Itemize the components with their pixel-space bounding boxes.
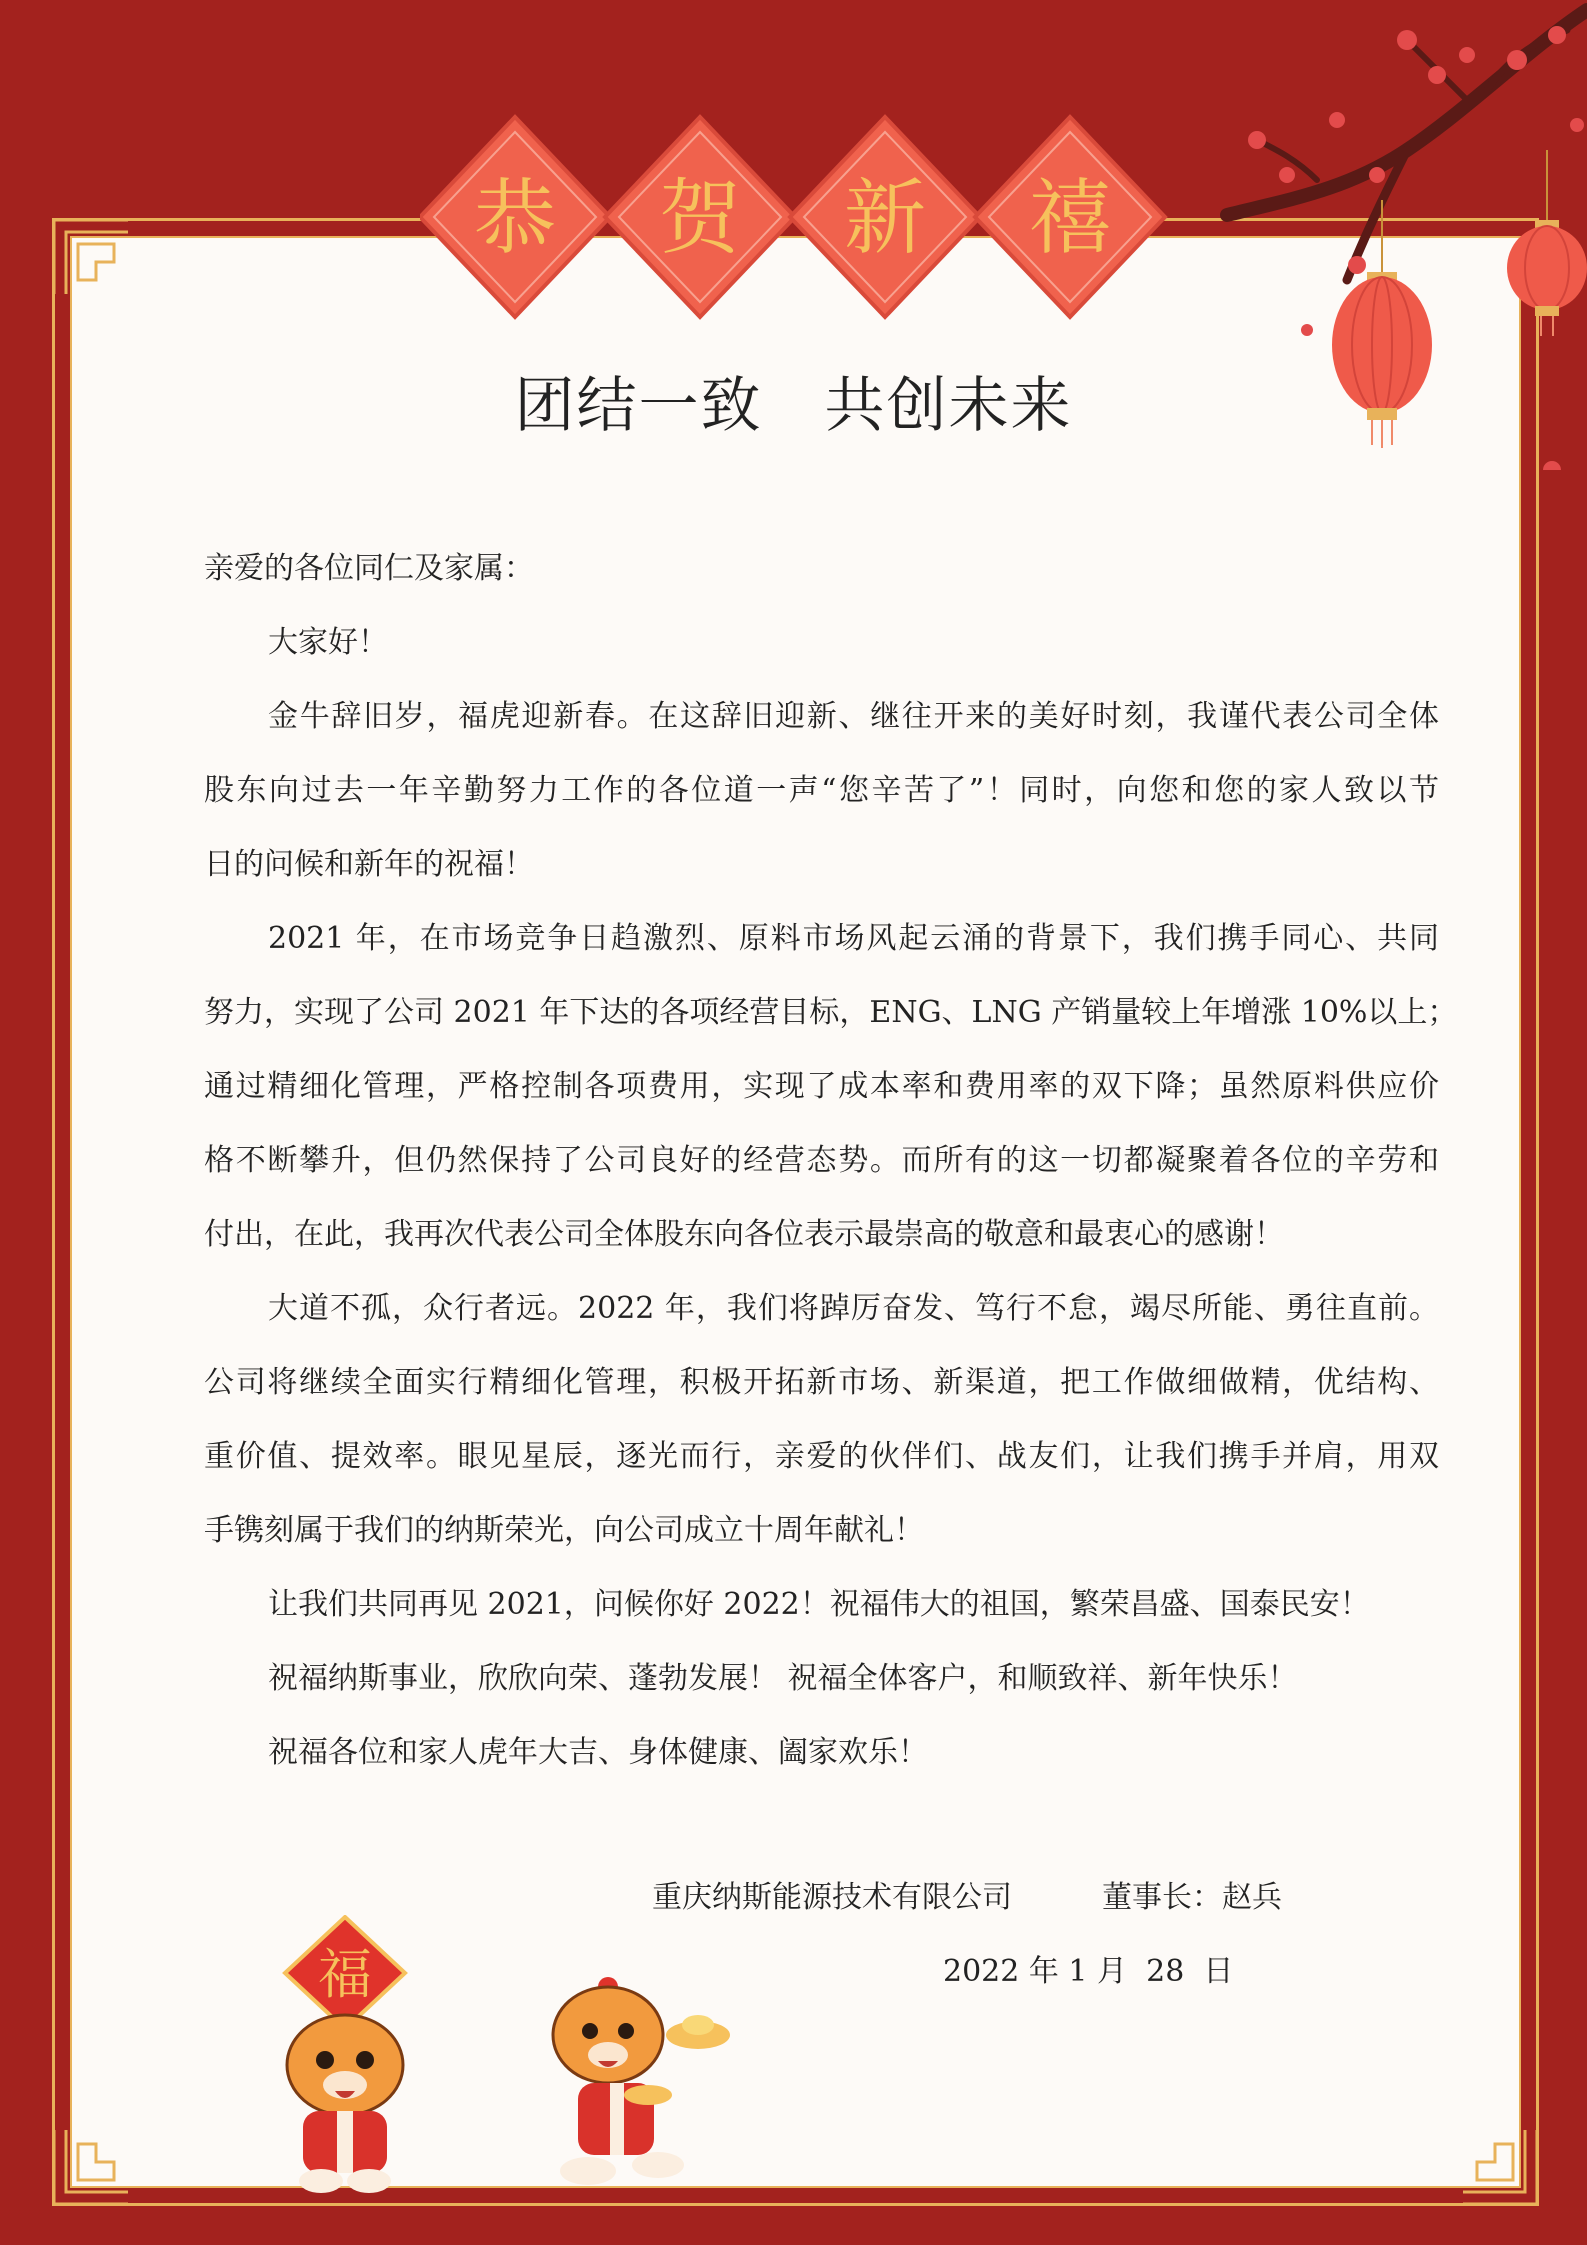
paragraph-1-line-3: 日的问候和新年的祝福！	[204, 847, 534, 882]
paragraph-2-line-3: 通过精细化管理，严格控制各项费用，实现了成本率和费用率的双下降；虽然原料供应价	[204, 1069, 1439, 1104]
corner-ornament-bottom-right	[1461, 2128, 1539, 2206]
paragraph-3-line-2: 公司将继续全面实行精细化管理，积极开拓新市场、新渠道，把工作做细做精，优结构、	[204, 1365, 1439, 1400]
banner-char-3: 新	[843, 171, 927, 266]
tiger-with-gold-ingot-illustration	[548, 1975, 753, 2195]
letter-body	[204, 532, 1458, 1790]
signature: 重庆纳斯能源技术有限公司 董事长：赵兵	[652, 1880, 1282, 1915]
greeting: 大家好！	[268, 625, 388, 660]
paragraph-1-line-1: 金牛辞旧岁，福虎迎新春。在这辞旧迎新、继往开来的美好时刻，我谨代表公司全体	[268, 699, 1439, 734]
banner-char-4: 禧	[1028, 171, 1112, 266]
corner-ornament-bottom-left	[52, 2128, 130, 2206]
banner-char-2: 贺	[658, 171, 742, 266]
page-title: 团结一致 共创未来	[514, 371, 1073, 441]
wish-line-1: 让我们共同再见 2021，问候你好 2022！祝福伟大的祖国，繁荣昌盛、国泰民安！	[268, 1587, 1370, 1622]
paragraph-3-line-3: 重价值、提效率。眼见星辰，逐光而行，亲爱的伙伴们、战友们，让我们携手并肩，用双	[204, 1439, 1439, 1474]
date: 2022 年 1 月 28 日	[943, 1954, 1234, 1989]
paragraph-2-line-4: 格不断攀升，但仍然保持了公司良好的经营态势。而所有的这一切都凝聚着各位的辛劳和	[204, 1143, 1439, 1178]
banner-char-1: 恭	[473, 171, 557, 266]
new-year-banner	[420, 112, 1170, 322]
fu-char: 福	[318, 1943, 372, 2006]
salutation: 亲爱的各位同仁及家属：	[204, 551, 534, 586]
paragraph-2-line-5: 付出，在此，我再次代表公司全体股东向各位表示最崇高的敬意和最衷心的感谢！	[204, 1217, 1284, 1252]
paragraph-2-line-2: 努力，实现了公司 2021 年下达的各项经营目标，ENG、LNG 产销量较上年增涨 10%以上；	[204, 995, 1458, 1030]
corner-ornament-top-left	[52, 218, 130, 296]
paragraph-3-line-1: 大道不孤，众行者远。2022 年，我们将踔厉奋发、笃行不怠，竭尽所能、勇往直前。	[268, 1291, 1439, 1326]
tiger-with-fu-sign-illustration	[265, 1915, 425, 2195]
paragraph-3-line-4: 手镌刻属于我们的纳斯荣光，向公司成立十周年献礼！	[204, 1513, 924, 1548]
paragraph-2-line-1: 2021 年，在市场竞争日趋激烈、原料市场风起云涌的背景下，我们携手同心、共同	[268, 921, 1439, 956]
wish-line-2: 祝福纳斯事业，欣欣向荣、蓬勃发展！ 祝福全体客户，和顺致祥、新年快乐！	[268, 1661, 1298, 1696]
wish-line-3: 祝福各位和家人虎年大吉、身体健康、阖家欢乐！	[268, 1735, 928, 1770]
paragraph-1-line-2: 股东向过去一年辛勤努力工作的各位道一声“您辛苦了”！同时，向您和您的家人致以节	[204, 773, 1439, 808]
